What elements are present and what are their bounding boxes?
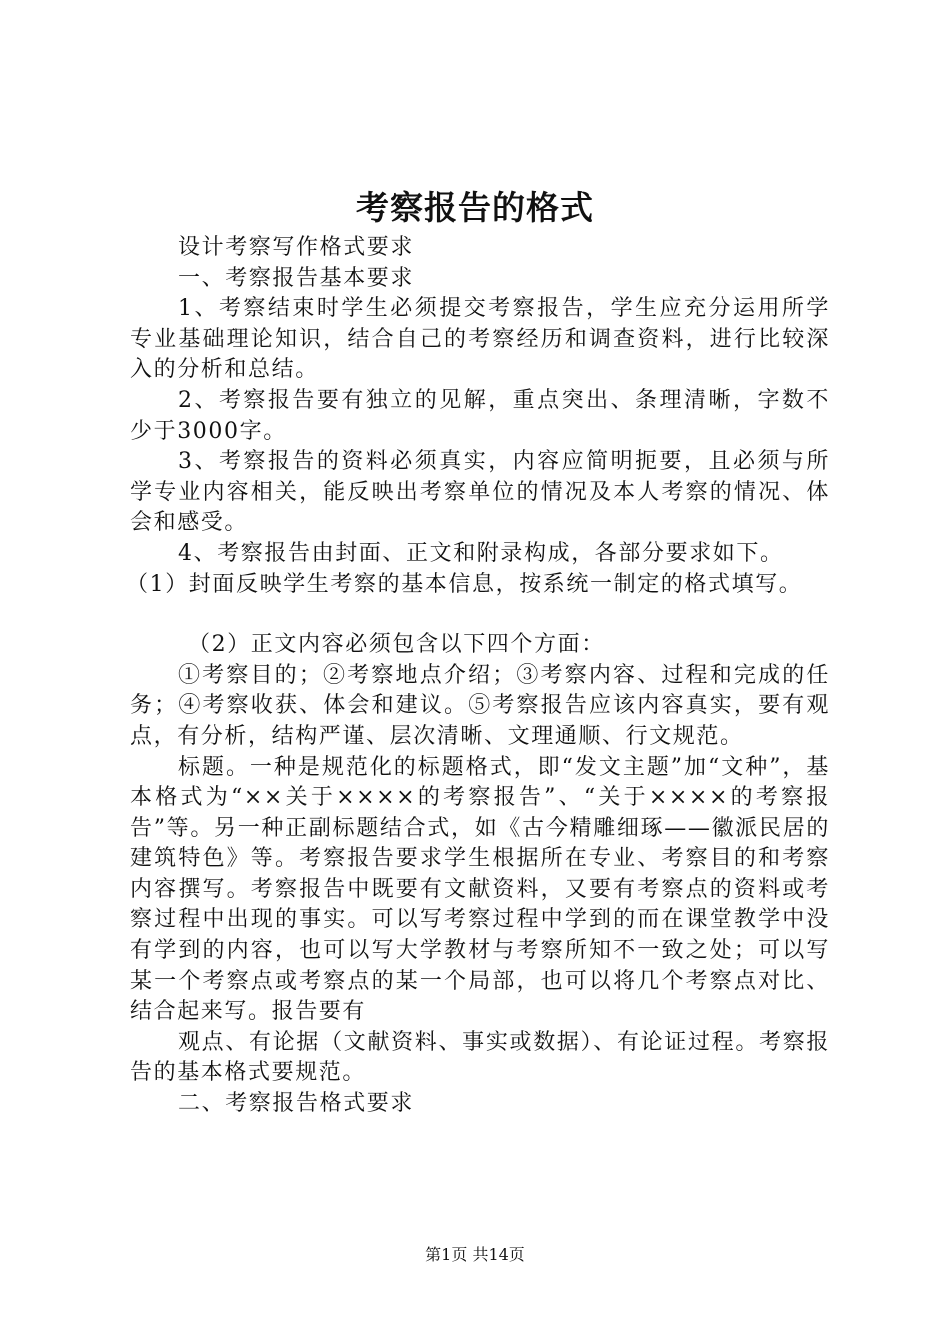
paragraph-body-content: （2）正文内容必须包含以下四个方面： [188,632,605,658]
paragraph-requirement-3: 3、考察报告的资料必须真实，内容应简明扼要，且必须与所学专业内容相关，能反映出考察单位的情况及本人考察的情况、体会和感受。 [130,449,830,536]
page-number-footer: 第1页 共14页 [425,1245,525,1264]
paragraph-requirement-2: 2、考察报告要有独立的见解，重点突出、条理清晰，字数不少于3000字。 [130,387,830,444]
paragraph-requirement-1: 1、考察结束时学生必须提交考察报告，学生应充分运用所学专业基础理论知识，结合自己的考察经历和调查资料，进行比较深入的分析和总结。 [130,296,830,383]
document-title: 考察报告的格式 [356,188,594,227]
paragraph-viewpoint: 观点、有论据（文献资料、事实或数据）、有论证过程。考察报告的基本格式要规范。 [130,1029,830,1086]
section-heading-basic-requirements: 一、考察报告基本要求 [178,265,415,291]
paragraph-four-aspects: ①考察目的；②考察地点介绍；③考察内容、过程和完成的任务；④考察收获、体会和建议。⑤考察报告应该内容真实，要有观点，有分析，结构严谨、层次清晰、文理通顺、行文规范。 [130,662,830,749]
section-heading-format-requirements: 二、考察报告格式要求 [178,1091,415,1117]
paragraph-cover: （1）封面反映学生考察的基本信息，按系统一制定的格式填写。 [126,571,803,597]
paragraph-title-format: 标题。一种是规范化的标题格式，即“发文主题”加“文种”，基本格式为“××关于××××的考察报告”、“关于××××的考察报告”等。另一种正副标题结合式，如《古今精雕细琢——徽派民居的建筑特色》等。考察报告要求学生根据所在专业、考察目的和考察内容撰写。考察报告中既要有文献资料，又要有考察点的资料或考察过程中出现的事实。可以写考察过程中学到的而在课堂教学中没有学到的内容，也可以写大学教材与考察所知不一致之处；可以写某一个考察点或考察点的某一个局部，也可以将几个考察点对比、结合起来写。报告要有 [130,754,830,1025]
paragraph-design-requirements: 设计考察写作格式要求 [178,235,415,260]
paragraph-requirement-4: 4、考察报告由封面、正文和附录构成，各部分要求如下。 [178,540,784,566]
document-body [126,233,830,1120]
